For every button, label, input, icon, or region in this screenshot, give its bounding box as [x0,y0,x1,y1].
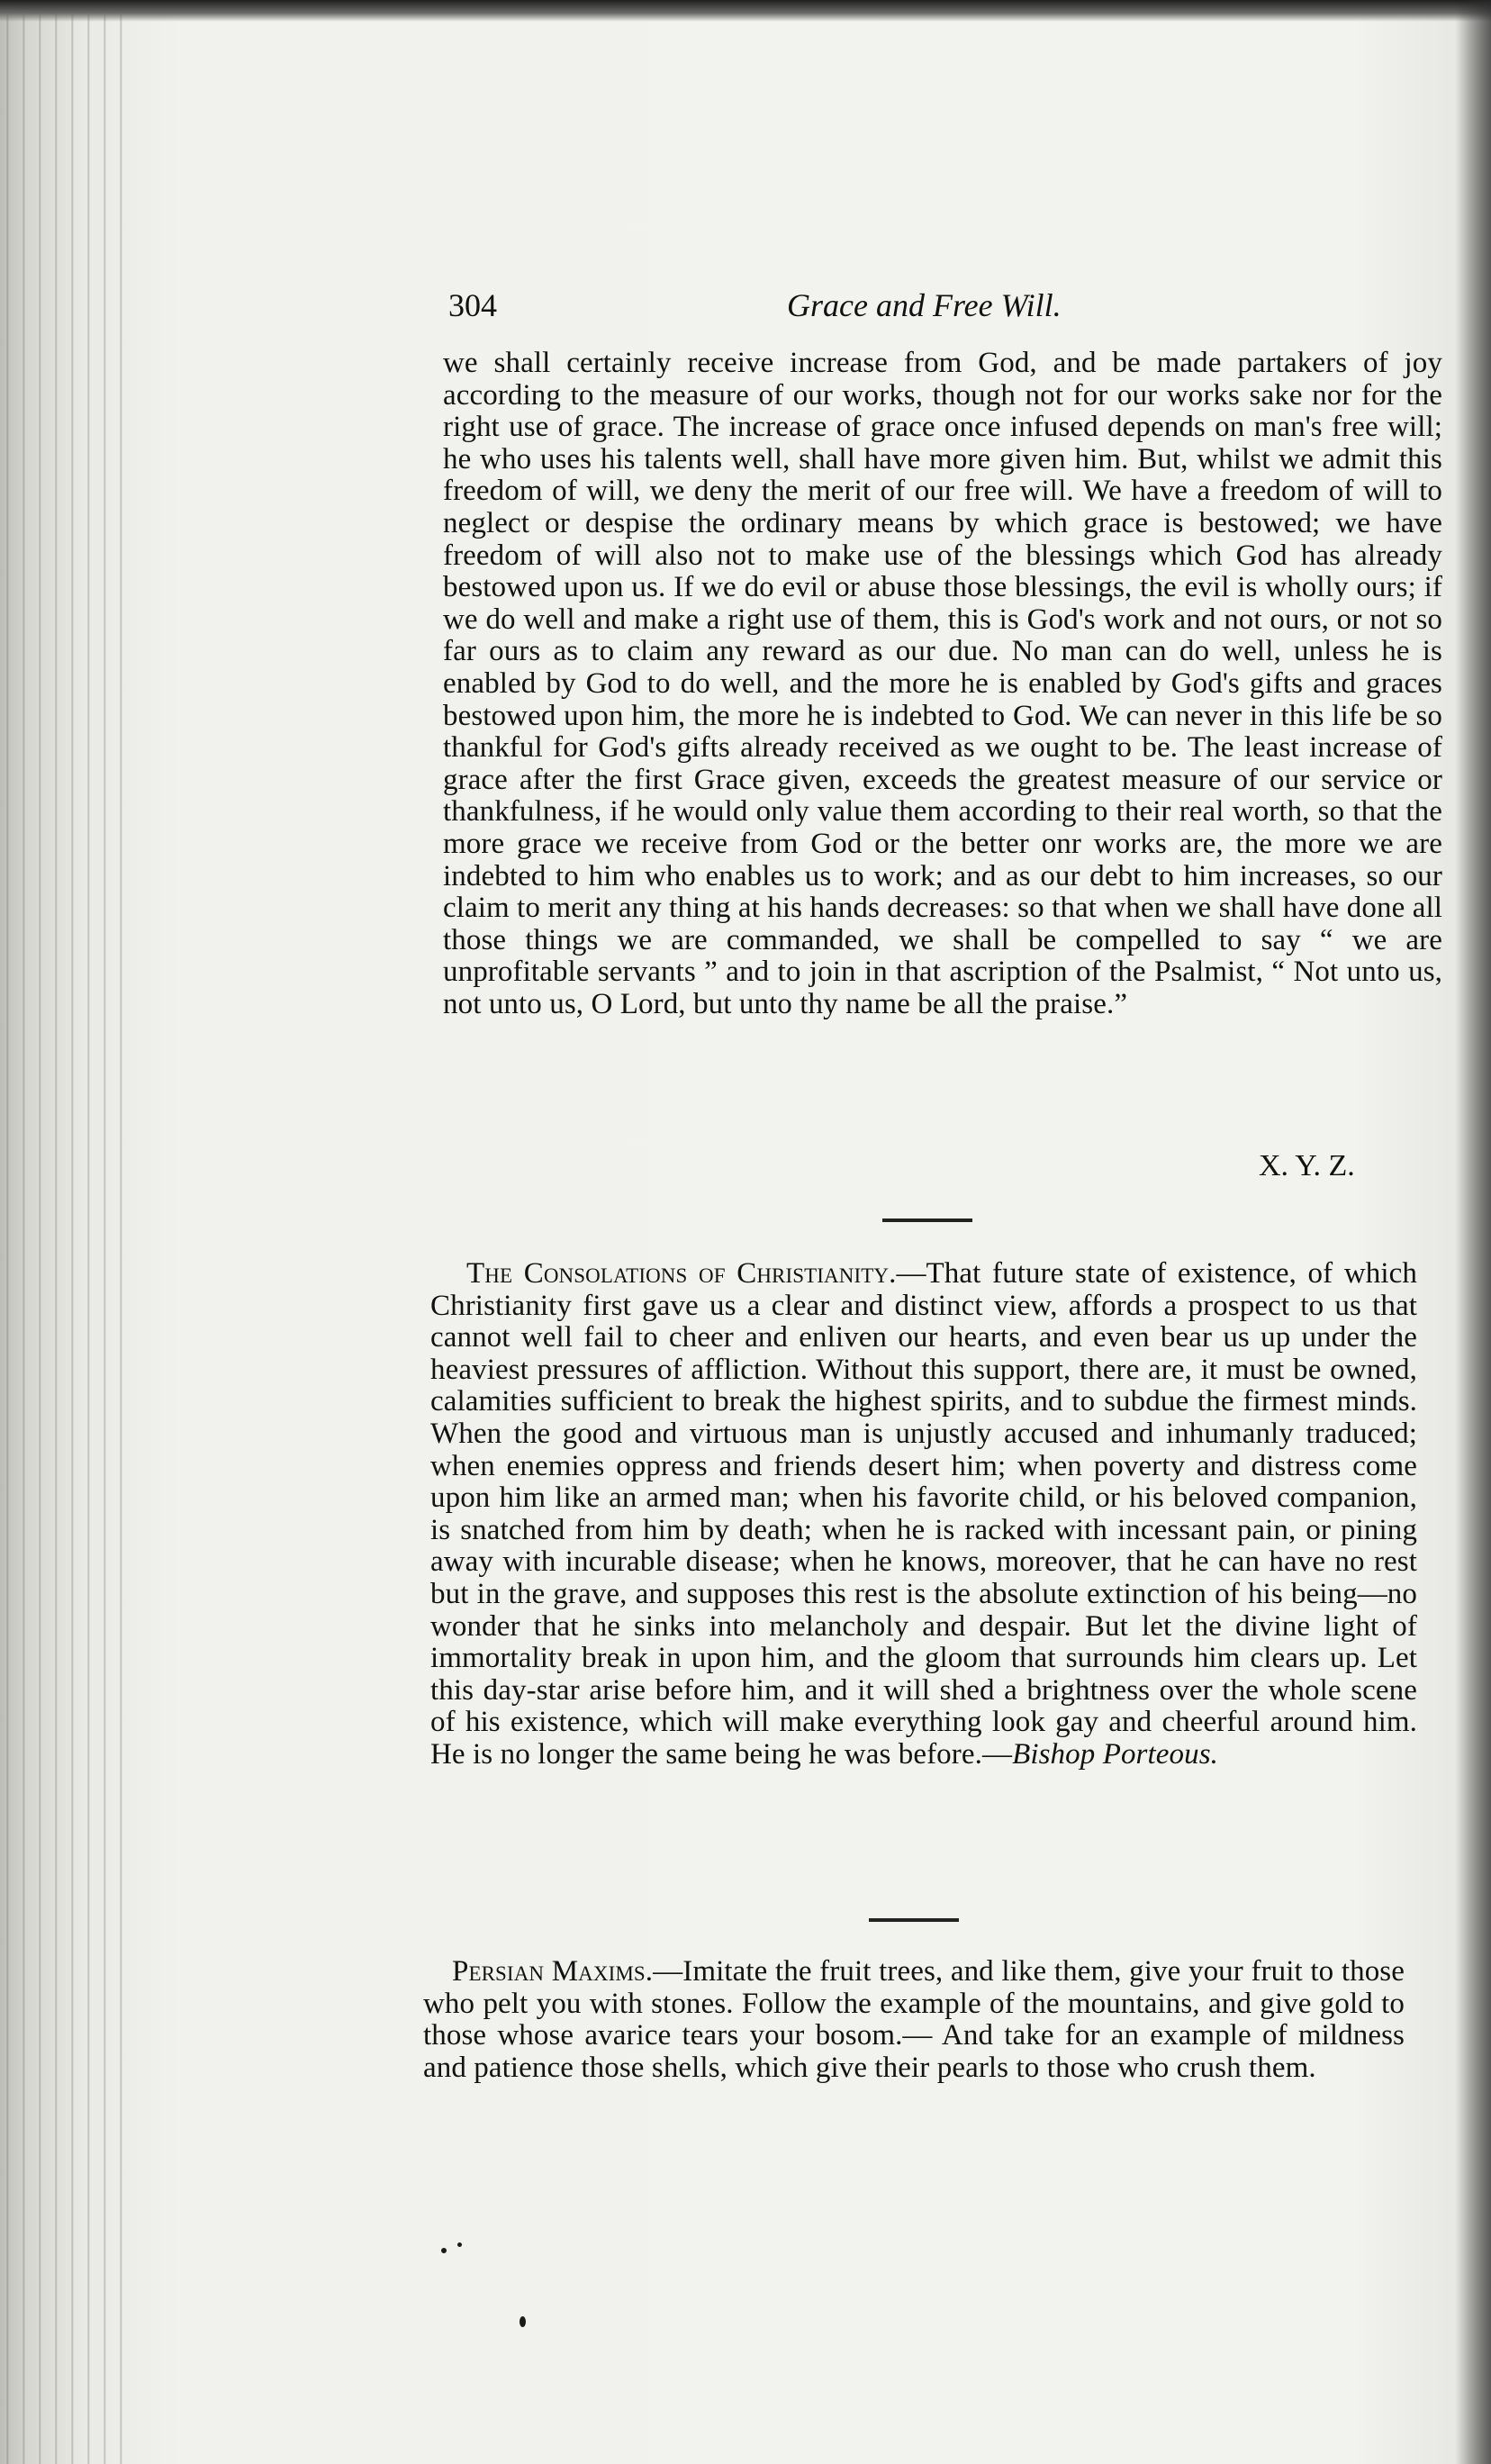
scan-right-shadow [1455,0,1491,2464]
running-head: Grace and Free Will. [787,287,1062,323]
ink-speck [457,2242,462,2247]
scan-top-shadow [0,0,1491,22]
article-grace-free-will-body: we shall certainly receive increase from God, and be made partakers of joy according to the measure of our works, though not for our works sake nor for the right use of grace. The increase of grace once infused depends on man's free will; he who uses his talents well, shall have more given him. But, whilst we admit this freedom of will, we deny the merit of our free will. We have a freedom of will to neglect or despise the ordinary means by which grace is bestowed; we have freedom of will also not to make use of the blessings which God has already bestowed upon us. If we do evil or abuse those blessings, the evil is wholly ours; if we do well and make a right use of them, this is God's work and not ours, or not so far ours as to claim any reward as our due. No man can do well, unless he is enabled by God to do well, and the more he is enabled by God's gifts and graces bestowed upon him, the more he is indebted to God. We can never in this life be so thankful for God's gifts already received as we ought to be. The least increase of grace after the first Grace given, exceeds the greatest measure of our service or thankfulness, if he would only value them according to their real worth, so that the more grace we receive from God or the better onr works are, the more we are indebted to him who enables us to work; and as our debt to him increases, so our claim to merit any thing at his hands decreases: so that when we shall have done all those things we are commanded, we shall be compelled to say “ we are unprofitable servants ” and to join in that ascription of the Psalmist, “ Not unto us, not unto us, O Lord, but unto thy name be all the praise.” [443,347,1442,1020]
page-header [448,286,1349,340]
ink-speck [520,2316,526,2327]
section-divider [882,1218,972,1222]
book-spine-edge [0,0,135,2464]
section-divider [869,1918,959,1922]
article-persian-maxims [423,1956,1405,2084]
consolations-body: —That future state of existence, of which Christianity first gave us a clear and distinct view, affords a prospect to us that cannot well fail to cheer and enliven our hearts, and even bear us up under the heaviest pressures of affliction. Without this support, there are, it must be owned, calamities sufficient to break the highest spirits, and to subdue the firmest minds. When the good and virtuous man is unjustly accused and inhumanly traduced; when enemies oppress and friends desert him; when poverty and distress come upon him like an armed man; when his favorite child, or his beloved companion, is snatched from him by death; when he is racked with incessant pain, or pining away with incurable disease; when he knows, moreover, that he can have no rest but in the grave, and supposes this rest is the absolute extinction of his being—no wonder that he sinks into melancholy and despair. But let the divine light of immortality break in upon him, and the gloom that surrounds him clears up. Let this day-star arise before him, and it will shed a brightness over the whole scene of his existence, which will make everything look gay and cheerful around him. He is no longer the same being he was before.— [430,1257,1418,1771]
ink-speck [441,2248,447,2253]
article-consolations [430,1258,1417,1771]
consolations-attribution: Bishop Porteous. [1012,1737,1219,1771]
consolations-heading: The Consolations of Christianity. [466,1257,897,1290]
page-number: 304 [448,287,497,323]
persian-maxims-heading: Persian Maxims. [452,1955,654,1988]
article-signature: X. Y. Z. [1259,1149,1355,1182]
persian-maxims-body: —Imitate the fruit trees, and like them, give your fruit to those who pelt you with stones. Follow the example of the mountains, and give gold to those whose avarice tears your bosom.— And take for an example of mildness and patience those shells, which give their pearls to those who crush them. [423,1955,1405,2084]
article-grace-free-will-text [443,348,1442,1020]
